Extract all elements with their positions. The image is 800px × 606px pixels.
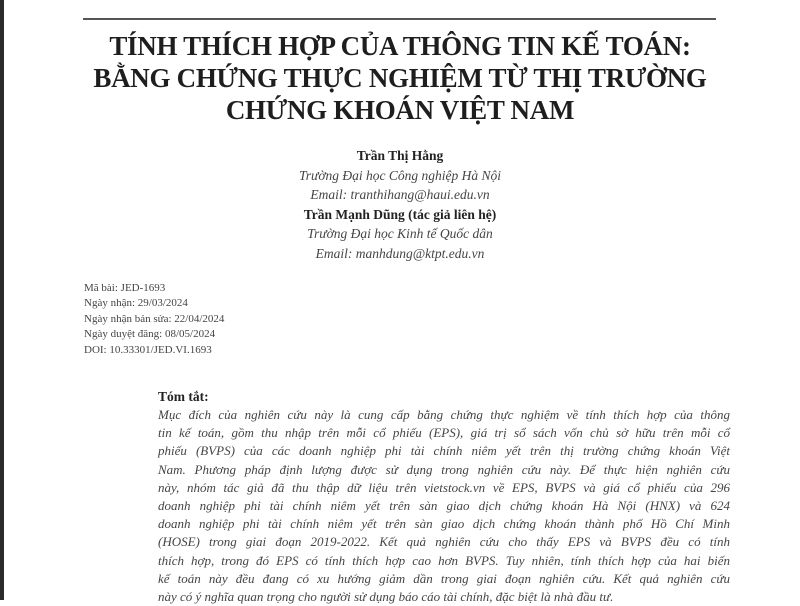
- article-code: Mã bài: JED-1693: [84, 282, 166, 294]
- abstract-line: này, nhóm tác giả đã thu thập dữ liệu trên vietstock.vn về EPS, BVPS và giá cổ phiếu của 296: [158, 479, 730, 495]
- accepted-date: Ngày duyệt đăng: 08/05/2024: [84, 328, 216, 341]
- author-affiliation: Trường Đại học Công nghiệp Hà Nội: [298, 167, 502, 183]
- author-email: Email: tranthihang@haui.edu.vn: [310, 187, 490, 202]
- title-line: BẰNG CHỨNG THỰC NGHIỆM TỪ THỊ TRƯỜNG: [93, 63, 707, 93]
- abstract-line: (HOSE) trong giai đoạn 2019-2022. Kết quả nghiên cứu cho thấy EPS và BVPS đều có tính: [158, 534, 730, 550]
- abstract-line: Nam. Phương pháp định lượng được sử dụng trong nghiên cứu này. Để thực hiện nghiên cứu: [158, 461, 730, 477]
- author-name: Trần Mạnh Dũng (tác giả liên hệ): [303, 206, 497, 222]
- abstract: [158, 388, 730, 606]
- abstract-line: này có ý nghĩa quan trọng cho người sử dụng báo cáo tài chính, đặc biệt là nhà đầu tư.: [158, 589, 614, 605]
- abstract-line: tin kế toán, gồm thu nhập trên mỗi cổ phiếu (EPS), giá trị sổ sách vốn chủ sở hữu trên mỗi cổ: [158, 425, 730, 441]
- author-name: Trần Thị Hằng: [356, 148, 444, 163]
- author-block: [0, 146, 800, 263]
- title-line: TÍNH THÍCH HỢP CỦA THÔNG TIN KẾ TOÁN:: [109, 31, 691, 61]
- abstract-line: doanh nghiệp phi tài chính niêm yết trên sàn giao dịch chứng khoán thành phố Hồ Chí Minh: [158, 516, 730, 532]
- abstract-line: Mục đích của nghiên cứu này là cung cấp bằng chứng thực nghiệm về tính thích hợp của thông: [158, 407, 730, 422]
- abstract-body: [158, 406, 730, 606]
- abstract-line: phiếu (BVPS) của các doanh nghiệp phi tài chính niêm yết trên thị trường chứng khoán Việt: [158, 443, 730, 459]
- title-line: CHỨNG KHOÁN VIỆT NAM: [225, 95, 575, 125]
- abstract-line: thích hợp, trong đó EPS có tính thích hợp cao hơn BVPS. Tuy nhiên, tính thích hợp của hai biến: [158, 552, 730, 568]
- abstract-line: doanh nghiệp phi tài chính niêm yết trên sàn giao dịch chứng khoán Hà Nội (HNX) và 624: [158, 498, 730, 514]
- article-metadata: [84, 281, 224, 358]
- author-affiliation: Trường Đại học Kinh tế Quốc dân: [307, 226, 493, 241]
- author-email: Email: manhdung@ktpt.edu.vn: [315, 245, 485, 261]
- received-date: Ngày nhận: 29/03/2024: [84, 297, 188, 310]
- revised-date: Ngày nhận bản sửa: 22/04/2024: [84, 312, 225, 325]
- abstract-line: kế toán này đều đang có xu hướng giảm dần trong giai đoạn nghiên cứu. Kết quả nghiên cứu: [158, 570, 730, 586]
- abstract-heading: Tóm tắt:: [158, 389, 209, 404]
- paper-title: [0, 30, 800, 126]
- doi: DOI: 10.33301/JED.VI.1693: [84, 343, 212, 356]
- header-rule: [83, 18, 716, 20]
